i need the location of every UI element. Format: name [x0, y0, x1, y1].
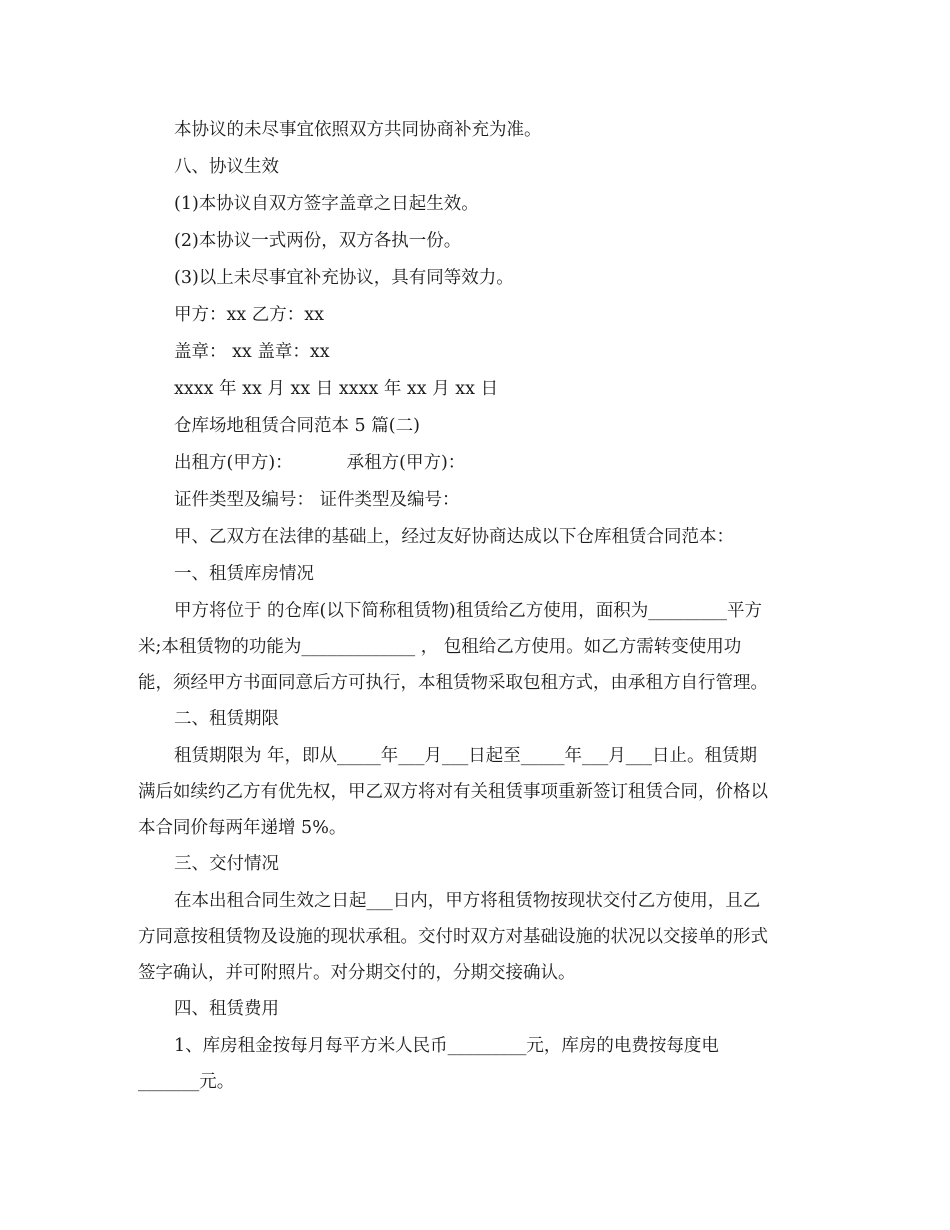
lessor-label: 出租方(甲方)：	[174, 453, 293, 473]
section-heading: 三、交付情况	[174, 854, 279, 874]
paragraph-line: _______元。	[138, 1072, 235, 1092]
id-line: 证件类型及编号： 证件类型及编号：	[174, 490, 460, 510]
paragraph-line: 签字确认，并可附照片。对分期交付的，分期交接确认。	[138, 963, 576, 983]
lessee-label: 承租方(甲方)：	[346, 453, 466, 473]
intro-line: 甲、乙双方在法律的基础上，经过友好协商达成以下仓库租赁合同范本：	[174, 527, 734, 547]
paragraph-line: 能，须经甲方书面同意后方可执行，本租赁物采取包租方式，由承租方自行管理。	[138, 673, 768, 693]
text-line: (1)本协议自双方签字盖章之日起生效。	[174, 194, 479, 214]
date-line: xxxx 年 xx 月 xx 日 xxxx 年 xx 月 xx 日	[174, 379, 499, 399]
document-subtitle: 仓库场地租赁合同范本 5 篇(二)	[174, 416, 420, 436]
document-body	[138, 112, 810, 1100]
section-heading: 二、租赁期限	[174, 709, 279, 729]
lessor-lessee-line	[138, 445, 810, 482]
paragraph-line: 租赁期限为 年，即从_____年___月___日起至_____年___月___日止。租赁期	[174, 746, 758, 766]
section-heading: 一、租赁库房情况	[174, 564, 314, 584]
paragraph-line: 1、库房租金按每月每平方米人民币_________元，库房的电费按每度电	[174, 1036, 719, 1056]
party-line: 甲方：xx 乙方：xx	[174, 305, 325, 325]
paragraph-line: 满后如续约乙方有优先权，甲乙双方将对有关租赁事项重新签订租赁合同，价格以	[138, 782, 768, 802]
text-line: 本协议的未尽事宜依照双方共同协商补充为准。	[174, 120, 542, 140]
paragraph-line: 在本出租合同生效之日起___日内，甲方将租赁物按现状交付乙方使用，且乙	[174, 891, 761, 911]
text-line: (3)以上未尽事宜补充协议，具有同等效力。	[174, 268, 514, 288]
text-line: (2)本协议一式两份，双方各执一份。	[174, 231, 462, 251]
seal-line: 盖章： xx 盖章：xx	[174, 342, 330, 362]
paragraph-line: 甲方将位于 的仓库(以下简称租赁物)租赁给乙方使用，面积为_________平方	[174, 601, 762, 621]
paragraph-line: 方同意按租赁物及设施的现状承租。交付时双方对基础设施的状况以交接单的形式	[138, 927, 768, 947]
paragraph-line: 米;本租赁物的功能为_____________ ， 包租给乙方使用。如乙方需转变使用功	[138, 637, 742, 657]
section-heading: 四、租赁费用	[174, 999, 279, 1019]
paragraph-line: 本合同价每两年递增 5%。	[138, 818, 347, 838]
section-heading: 八、协议生效	[174, 157, 279, 177]
